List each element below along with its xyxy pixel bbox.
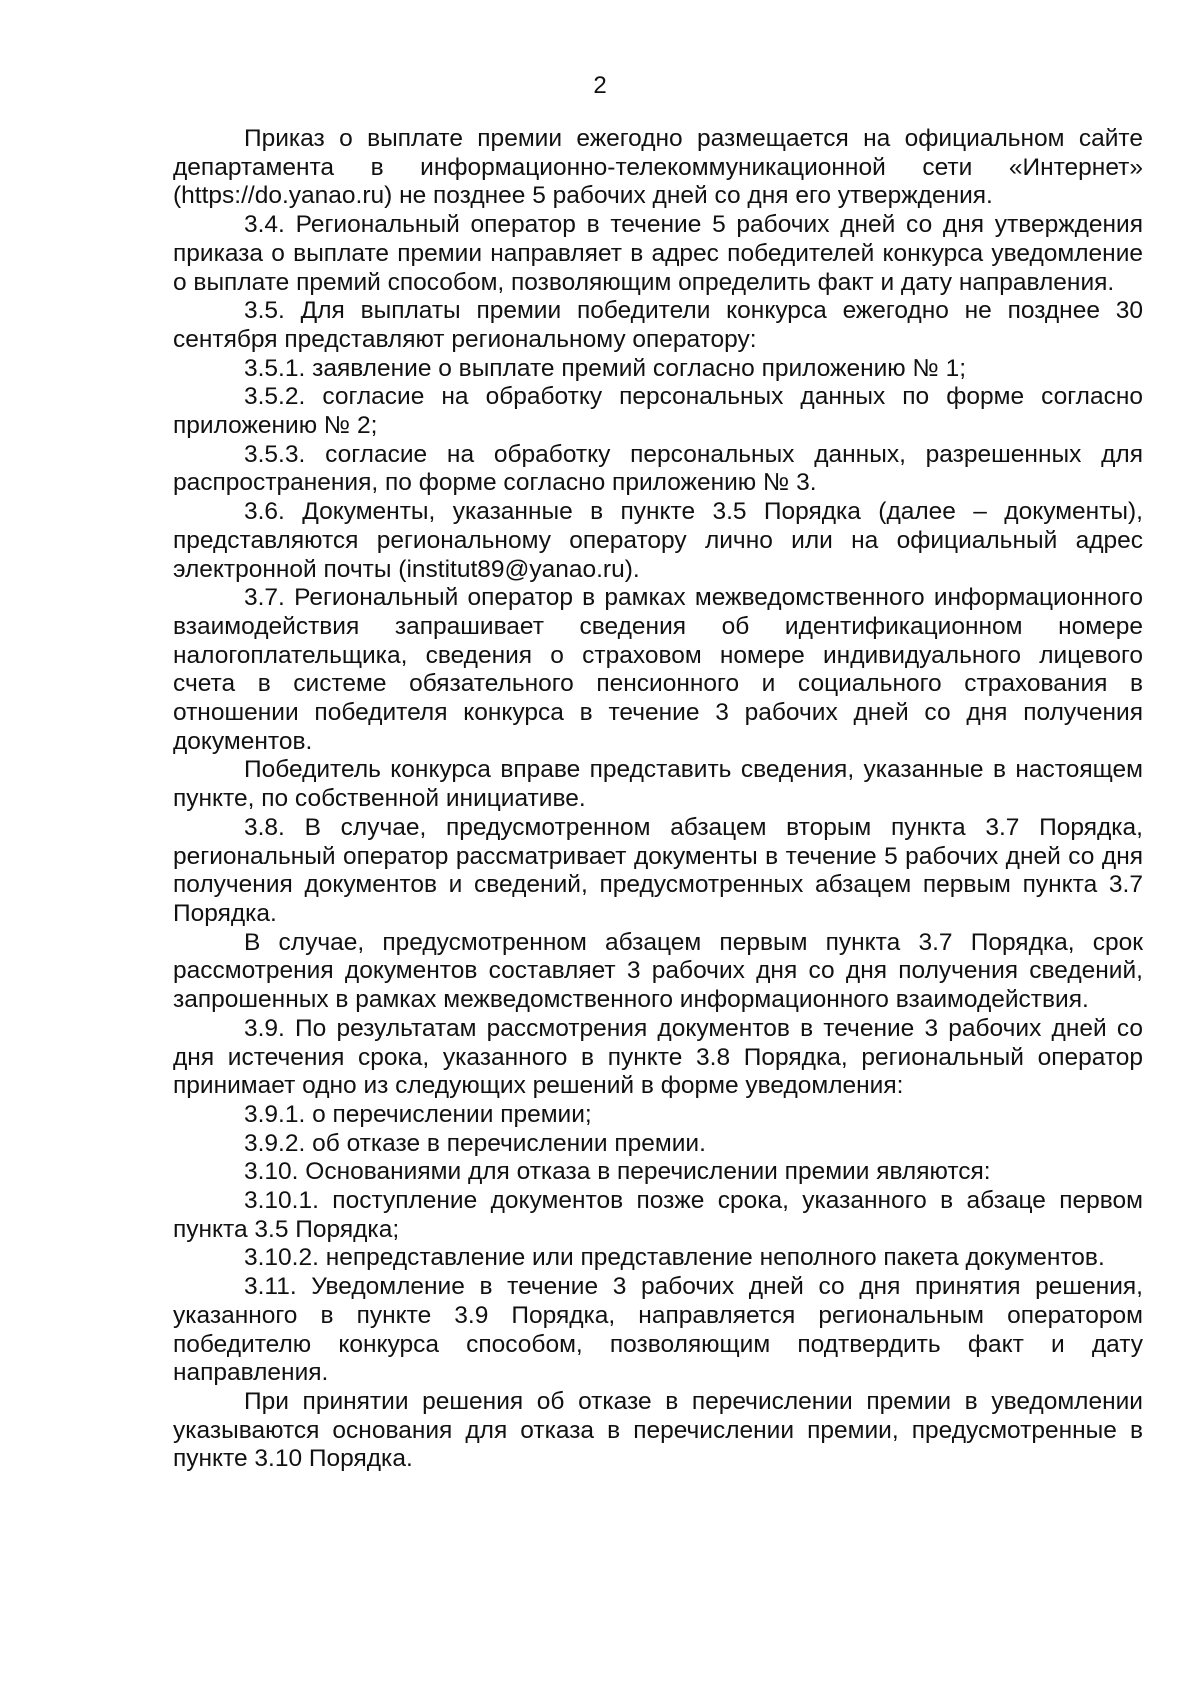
paragraph-3-5-3: 3.5.3. согласие на обработку персональных данных, разрешенных для распространения, по форме согласно приложению № 3.	[173, 440, 1143, 497]
paragraph-3-9: 3.9. По результатам рассмотрения документов в течение 3 рабочих дней со дня истечения срока, указанного в пункте 3.8 Порядка, региональный оператор принимает одно из следующих решений в форме уведомления:	[173, 1014, 1143, 1100]
paragraph-3-7: 3.7. Региональный оператор в рамках межведомственного информационного взаимодействия запрашивает сведения об идентификационном номере налогоплательщика, сведения о страховом номере индивидуального лицевого счета в системе обязательного пенсионного и социального страхования в отношении победителя конкурса в течение 3 рабочих дней со дня получения документов.	[173, 584, 1143, 755]
paragraph-3-8-second: В случае, предусмотренном абзацем первым пункта 3.7 Порядка, срок рассмотрения документов составляет 3 рабочих дня со дня получения сведений, запрошенных в рамках межведомственного информационного взаимодействия.	[173, 928, 1143, 1014]
paragraph-3-8: 3.8. В случае, предусмотренном абзацем вторым пункта 3.7 Порядка, региональный оператор рассматривает документы в течение 5 рабочих дней со дня получения документов и сведений, предусмотренных абзацем первым пункта 3.7 Порядка.	[173, 813, 1143, 927]
paragraph-3-5: 3.5. Для выплаты премии победители конкурса ежегодно не позднее 30 сентября представляют региональному оператору:	[173, 297, 1143, 353]
paragraph-3-7-second: Победитель конкурса вправе представить сведения, указанные в настоящем пункте, по собственной инициативе.	[173, 756, 1143, 813]
paragraph-3-6: 3.6. Документы, указанные в пункте 3.5 Порядка (далее – документы), представляются региональному оператору лично или на официальный адрес электронной почты (institut89@yanao.ru).	[173, 498, 1143, 583]
page-number: 2	[593, 72, 607, 99]
paragraph-3-10-1: 3.10.1. поступление документов позже срока, указанного в абзаце первом пункта 3.5 Порядка;	[173, 1187, 1143, 1243]
paragraph-3-10: 3.10. Основаниями для отказа в перечислении премии являются:	[244, 1158, 991, 1186]
paragraph-order-publication: Приказ о выплате премии ежегодно размещается на официальном сайте департамента в информационно-телекоммуникационной сети «Интернет» (https://do.yanao.ru) не позднее 5 рабочих дней со дня его утверждения.	[173, 125, 1143, 210]
paragraph-3-5-2: 3.5.2. согласие на обработку персональных данных по форме согласно приложению № 2;	[173, 383, 1143, 440]
document-body	[173, 125, 1143, 1474]
paragraph-3-4: 3.4. Региональный оператор в течение 5 рабочих дней со дня утверждения приказа о выплате премии направляет в адрес победителей конкурса уведомление о выплате премий способом, позволяющим определить факт и дату направления.	[173, 211, 1143, 296]
paragraph-3-5-1: 3.5.1. заявление о выплате премий согласно приложению № 1;	[244, 354, 966, 382]
paragraph-3-9-2: 3.9.2. об отказе в перечислении премии.	[244, 1129, 706, 1157]
paragraph-3-11: 3.11. Уведомление в течение 3 рабочих дней со дня принятия решения, указанного в пункте 3.9 Порядка, направляется региональным оператором победителю конкурса способом, позволяющим подтвердить факт и дату направления.	[173, 1273, 1143, 1387]
paragraph-3-9-1: 3.9.1. о перечислении премии;	[244, 1100, 592, 1128]
paragraph-3-11-second: При принятии решения об отказе в перечислении премии в уведомлении указываются основания для отказа в перечислении премии, предусмотренные в пункте 3.10 Порядка.	[173, 1387, 1143, 1473]
paragraph-3-10-2: 3.10.2. непредставление или представление неполного пакета документов.	[244, 1244, 1105, 1272]
